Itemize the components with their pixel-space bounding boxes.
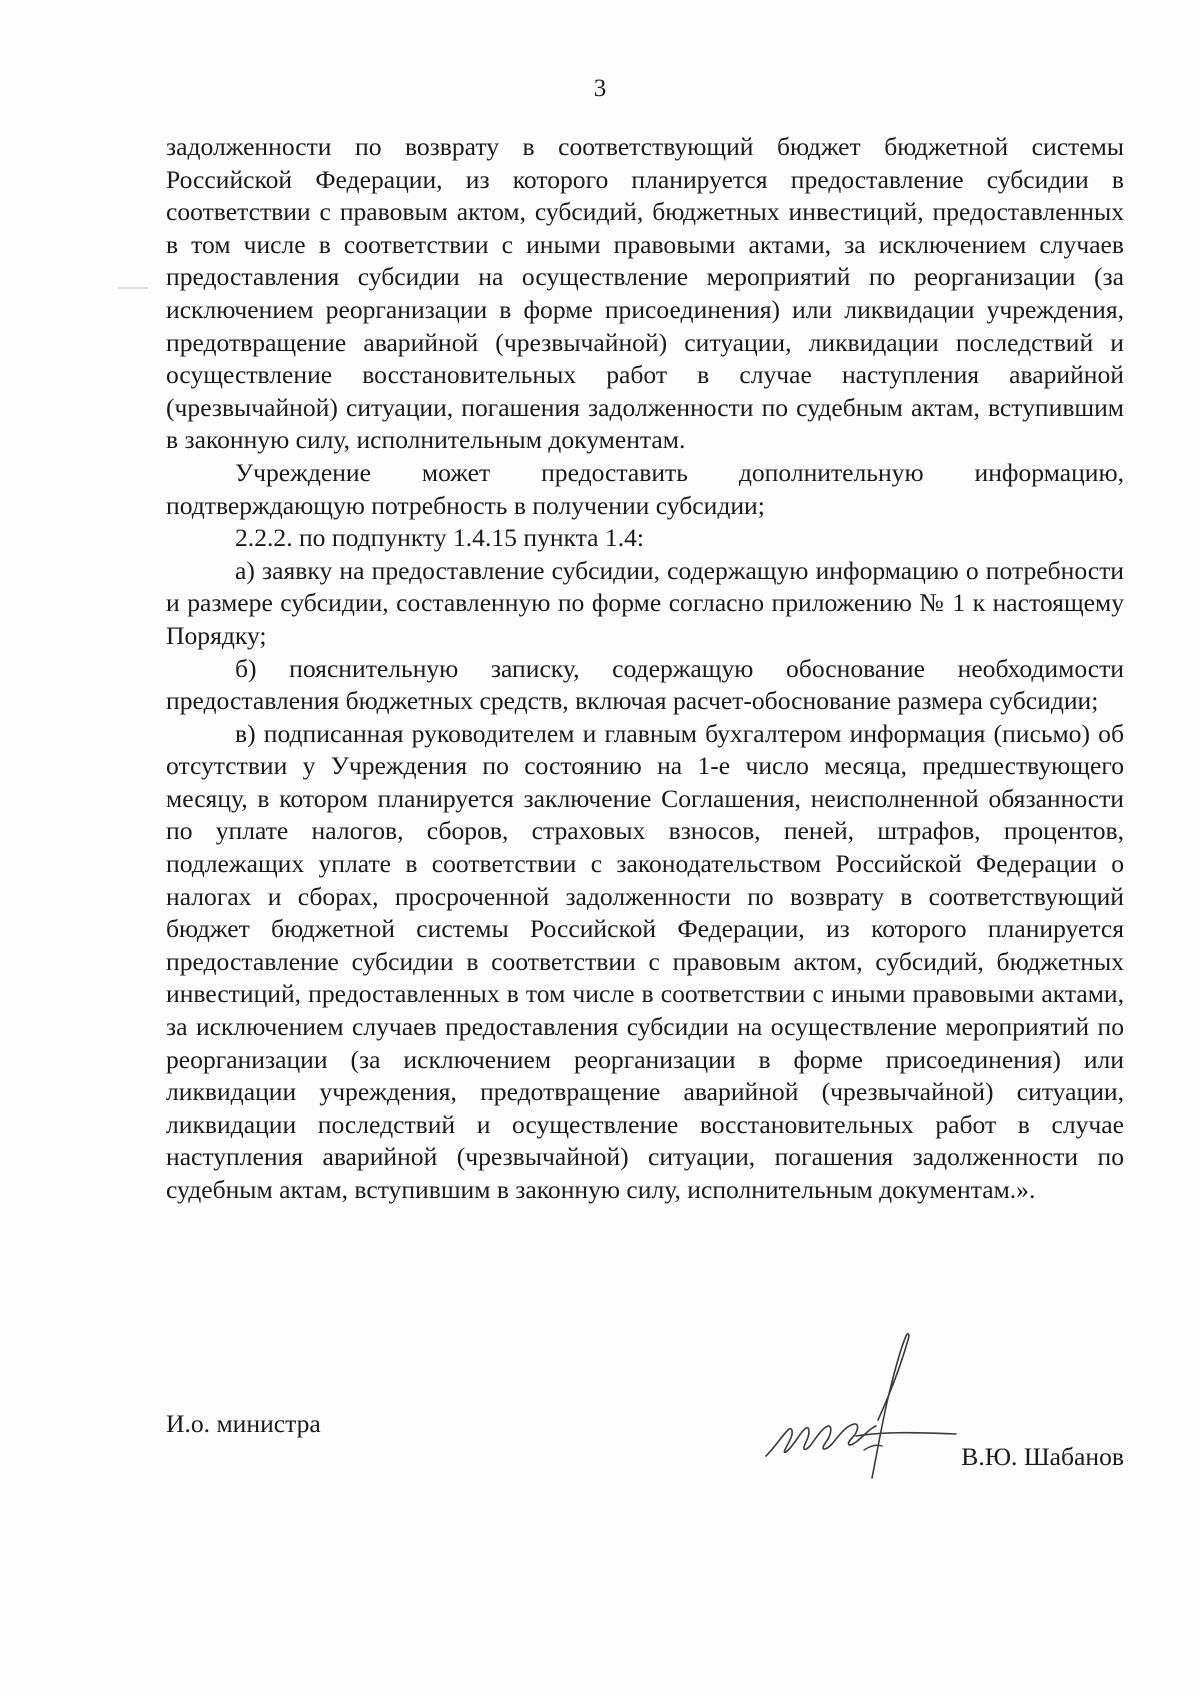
paragraph-item-a: а) заявку на предоставление субсидии, содержащую информацию о потребности и размере субсидии, составленную по форме согласно приложению № 1 к настоящему Порядку; [166, 555, 1124, 650]
paragraph-subclause-heading: 2.2.2. по подпункту 1.4.15 пункта 1.4: [235, 523, 645, 553]
signatory-position: И.о. министра [166, 1409, 321, 1438]
paragraph-item-v: в) подписанная руководителем и главным бухгалтером информация (письмо) об отсутствии у Учреждения по состоянию на 1-е число месяца, предшествующего месяцу, в котором планируется заключение Соглашения, неисполненной обязанности по уплате налогов, сборов, страховых взносов, пеней, штрафов, процентов, подлежащих уплате в соответствии с законодательством Российской Федерации о налогах и сборах, просроченной задолженности по возврату в соответствующий бюджет бюджетной системы Российской Федерации, из которого планируется предоставление субсидии в соответствии с правовым актом, субсидий, бюджетных инвестиций, предоставленных в том числе в соответствии с иными правовыми актами, за исключением случаев предоставления субсидии на осуществление мероприятий по реорганизации (за исключением реорганизации в форме присоединения) или ликвидации учреждения, предотвращение аварийной (чрезвычайной) ситуации, ликвидации последствий и осуществление восстановительных работ в случае наступления аварийной (чрезвычайной) ситуации, погашения задолженности по судебным актам, вступившим в законную силу, исполнительным документам.». [166, 718, 1124, 1204]
paragraph-additional-info: Учреждение может предоставить дополнительную информацию, подтверждающую потребность в получении субсидии; [166, 457, 1124, 520]
margin-mark [118, 286, 148, 290]
document-body [166, 131, 1124, 1207]
paragraph-item-b: б) пояснительную записку, содержащую обоснование необходимости предоставления бюджетных средств, включая расчет-обоснование размера субсидии; [166, 653, 1124, 716]
page-number: 3 [593, 75, 607, 102]
paragraph-continuation: задолженности по возврату в соответствующий бюджет бюджетной системы Российской Федерации, из которого планируется предоставление субсидии в соответствии с правовым актом, субсидий, бюджетных инвестиций, предоставленных в том числе в соответствии с иными правовыми актами, за исключением случаев предоставления субсидии на осуществление мероприятий по реорганизации (за исключением реорганизации в форме присоединения) или ликвидации учреждения, предотвращение аварийной (чрезвычайной) ситуации, ликвидации последствий и осуществление восстановительных работ в случае наступления аварийной (чрезвычайной) ситуации, погашения задолженности по судебным актам, вступившим в законную силу, исполнительным документам. [166, 132, 1124, 455]
handwritten-signature [760, 1328, 960, 1488]
signatory-name: В.Ю. Шабанов [961, 1442, 1124, 1471]
